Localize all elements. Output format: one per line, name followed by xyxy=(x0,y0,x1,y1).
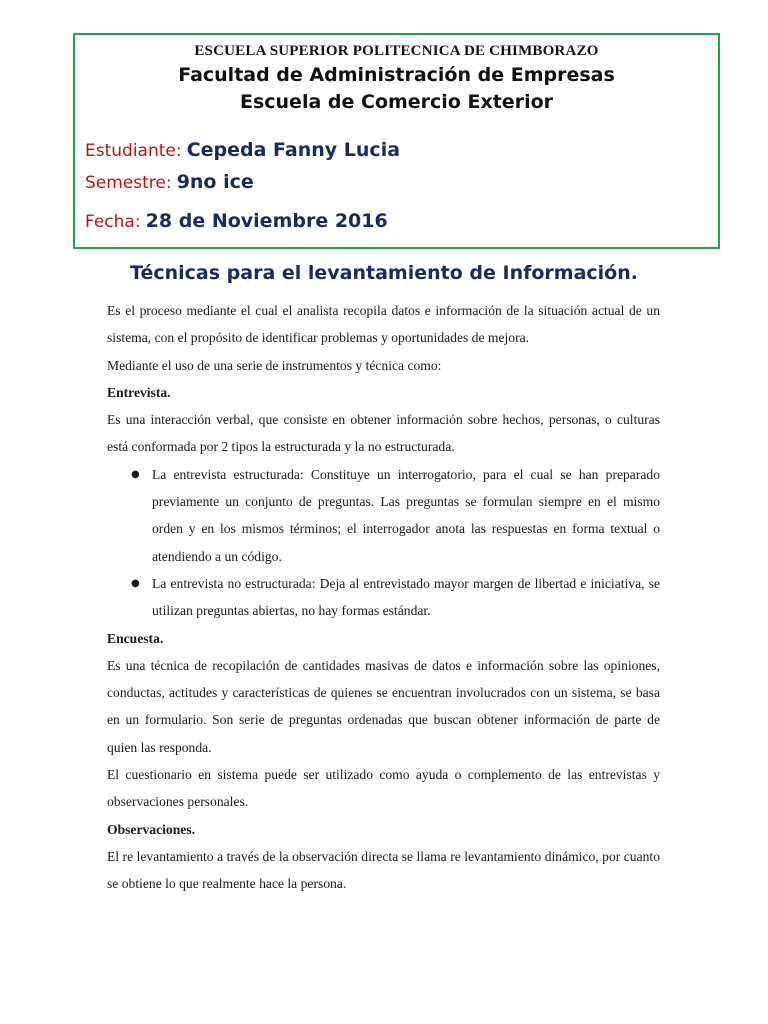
date-value: 28 de Noviembre 2016 xyxy=(145,210,388,232)
observaciones-paragraph: El re levantamiento a través de la observación directa se llama re levantamiento dinámico, por cuanto se obtiene lo que realmente hace la persona. xyxy=(107,848,660,892)
student-row xyxy=(85,139,400,161)
student-value: Cepeda Fanny Lucia xyxy=(186,139,401,161)
semester-label: Semestre: xyxy=(85,173,172,193)
entrevista-types-list xyxy=(107,461,660,625)
observaciones-heading: Observaciones. xyxy=(107,821,195,837)
school-name: ESCUELA SUPERIOR POLITECNICA DE CHIMBORAZO xyxy=(194,43,599,59)
semester-value: 9no ice xyxy=(176,171,254,193)
document-title: Técnicas para el levantamiento de Información. xyxy=(130,262,638,284)
intro-paragraph: Es el proceso mediante el cual el analista recopila datos e información de la situación actual de un sistema, con el propósito de identificar problemas y oportunidades de mejora. xyxy=(107,303,660,346)
date-label: Fecha: xyxy=(85,212,141,232)
escuela-name: Escuela de Comercio Exterior xyxy=(239,91,554,113)
bullet-icon: ● xyxy=(131,577,140,589)
date-row xyxy=(85,210,388,232)
list-item-text: La entrevista no estructurada: Deja al entrevistado mayor margen de libertad e iniciativa, se utilizan preguntas abiertas, no hay formas estándar. xyxy=(152,575,660,619)
entrevista-heading: Entrevista. xyxy=(107,384,171,400)
encuesta-paragraph-2: El cuestionario en sistema puede ser utilizado como ayuda o complemento de las entrevistas y observaciones personales. xyxy=(107,767,660,810)
list-item-text: La entrevista estructurada: Constituye un interrogatorio, para el cual se han preparado previamente un conjunto de preguntas. Las preguntas se formulan siempre en el mismo orden y en los mismos términos; el interrogador anota las respuestas en forma textual o atendiendo a un código. xyxy=(152,466,660,564)
bullet-icon: ● xyxy=(131,468,140,480)
encuesta-heading: Encuesta. xyxy=(107,630,164,646)
student-label: Estudiante: xyxy=(85,141,182,161)
entrevista-paragraph: Es una interacción verbal, que consiste en obtener información sobre hechos, personas, o culturas está conformada por 2 tipos la estructurada y la no estructurada. xyxy=(107,412,660,455)
document-body xyxy=(107,297,660,898)
header-box xyxy=(73,33,720,249)
intro-paragraph-2: Mediante el uso de una serie de instrumentos y técnica como: xyxy=(107,357,442,373)
faculty-name: Facultad de Administración de Empresas xyxy=(178,64,615,86)
list-item xyxy=(107,570,660,625)
list-item xyxy=(107,461,660,570)
semester-row xyxy=(85,171,254,193)
encuesta-paragraph: Es una técnica de recopilación de cantidades masivas de datos e información sobre las opiniones, conductas, actitudes y características de quienes se encuentran involucrados con un sistema, se basa en un formulario. Son serie de preguntas ordenadas que buscan obtener información de parte de quien las responda. xyxy=(107,657,660,755)
